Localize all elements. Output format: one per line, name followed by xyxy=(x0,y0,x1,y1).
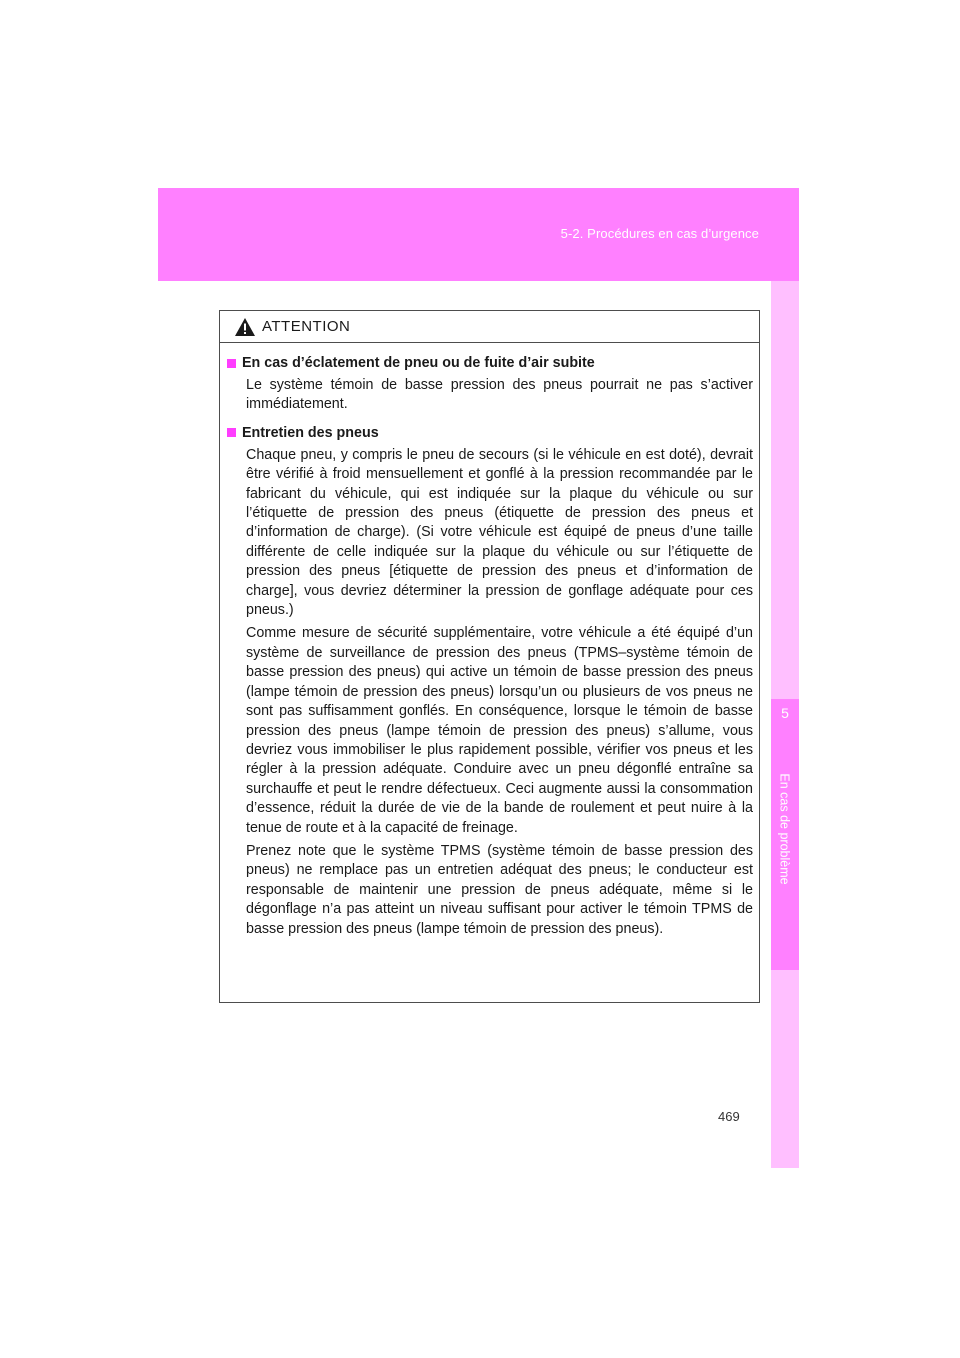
chapter-title-wrapper xyxy=(771,773,799,885)
section-title: 5-2. Procédures en cas d’urgence xyxy=(560,226,759,241)
section-heading xyxy=(227,353,753,373)
bullet-square-icon xyxy=(227,359,236,368)
section-heading xyxy=(227,423,753,443)
section-header-band xyxy=(158,188,799,281)
section-heading-text: Entretien des pneus xyxy=(242,424,379,441)
warning-header xyxy=(220,311,759,343)
warning-title: ATTENTION xyxy=(262,318,351,335)
warning-body xyxy=(220,343,759,939)
warning-triangle-icon xyxy=(234,317,256,337)
warning-section xyxy=(227,353,753,415)
section-heading-text: En cas d’éclatement de pneu ou de fuite d’air subite xyxy=(242,355,595,371)
paragraph: Comme mesure de sécurité supplémentaire, votre véhicule a été équipé d’un système de surveillance de pression des pneus (TPMS–système témoin de basse pression des pneus) qui active un témoin de basse pression des pneus (lampe témoin de pression des pneus) lorsqu’un ou plusieurs de vos pneus ne sont pas suffisamment gonflés. En conséquence, lorsque le témoin de basse pression des pneus (lampe témoin de pression des pneus) s’allume, vous devriez vous immobiliser le plus rapidement possible, vérifier vos pneus et les régler à la pression adéquate. Conduire avec un pneu dégonflé entraîne sa surchauffe et peut le rendre défectueux. Ceci augmente aussi la consommation d’essence, réduit la durée de vie de la bande de roulement et peut nuire à la tenue de route et à la capacité de freinage. xyxy=(246,625,753,836)
warning-section xyxy=(227,423,753,939)
page-number: 469 xyxy=(718,1109,740,1124)
paragraph: Chaque pneu, y compris le pneu de secours (si le véhicule en est doté), devrait être vérifié à froid mensuellement et gonflé à la pression recommandée par le fabricant du véhicule, qui est indiquée sur la plaque du véhicule ou sur l’étiquette de pression des pneus (étiquette de pression des pneus et d’information de charge). (Si votre véhicule est équipé de pneus d’une taille différente de celle indiquée sur la plaque du véhicule ou sur l’étiquette de pression des pneus [étiquette de pression des pneus et d’information de charge], vous devriez déterminer la pression de gonflage adéquate pour ces pneus.) xyxy=(246,446,753,619)
paragraph: Le système témoin de basse pression des pneus pourrait ne pas s’activer immédiatement. xyxy=(246,377,753,413)
chapter-tab xyxy=(771,699,799,970)
warning-box xyxy=(219,310,760,1003)
bullet-square-icon xyxy=(227,428,236,437)
chapter-title: En cas de problème xyxy=(778,773,792,885)
chapter-number: 5 xyxy=(781,705,789,721)
paragraph: Prenez note que le système TPMS (système témoin de basse pression des pneus) ne remplace pas un entretien adéquat des pneus; le conducteur est responsable de maintenir une pression de pneus adéquate, même si le dégonflage n’a pas atteint un niveau suffisant pour activer le témoin TPMS de basse pression des pneus (lampe témoin de pression des pneus). xyxy=(246,842,753,937)
